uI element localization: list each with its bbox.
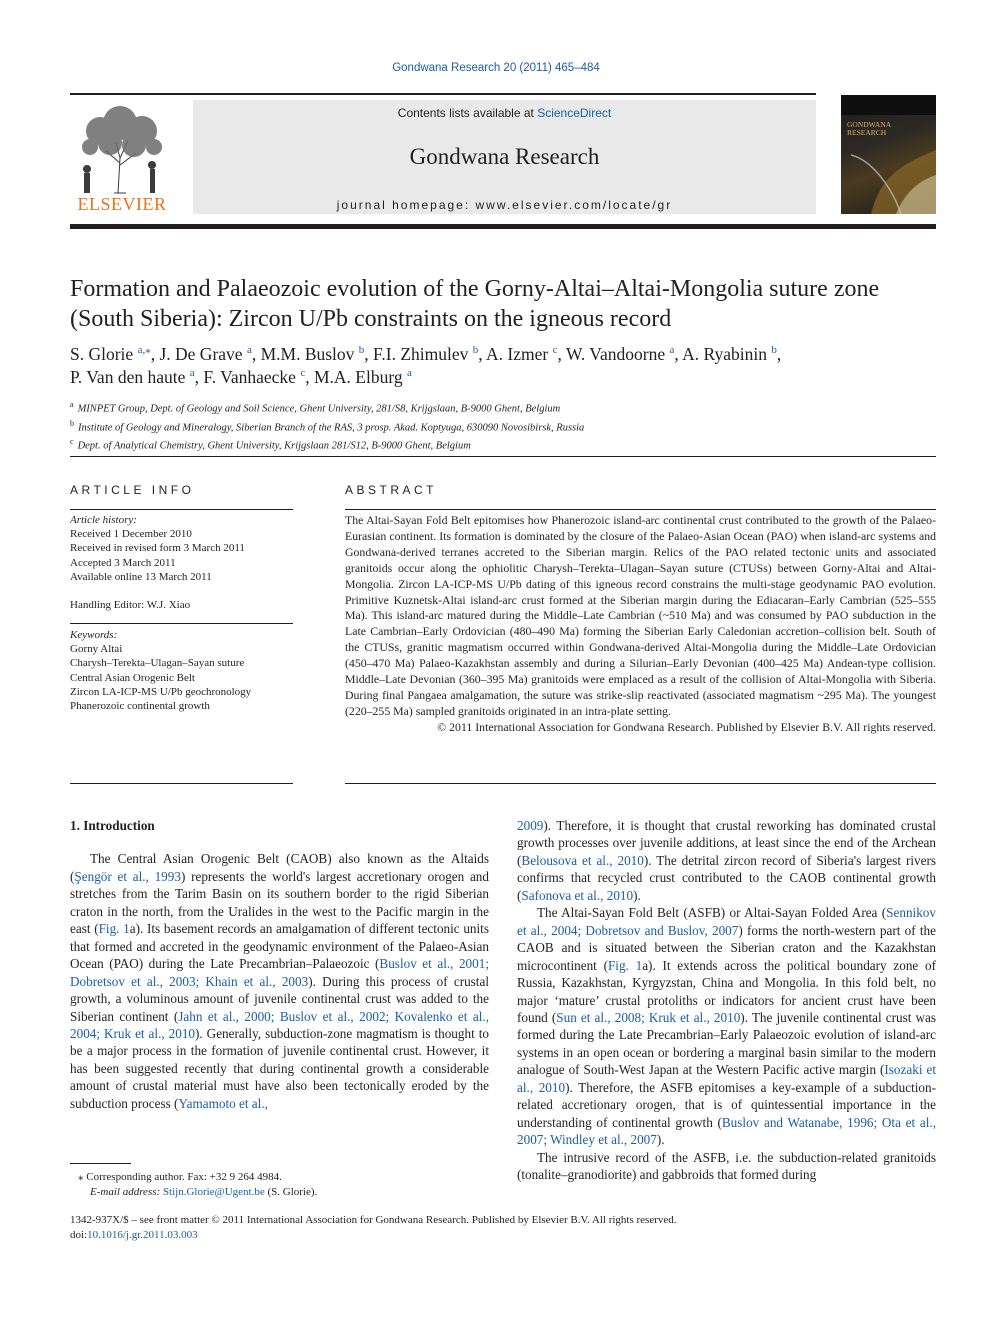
author-affiliation-marker[interactable]: a: [669, 344, 675, 357]
abstract-body: [345, 513, 936, 736]
journal-homepage-link[interactable]: journal homepage: www.elsevier.com/locate/gr: [336, 198, 673, 212]
affiliation-item: [70, 398, 940, 417]
keyword-item: Central Asian Orogenic Belt: [70, 671, 195, 684]
history-online: Available online 13 March 2011: [70, 570, 212, 583]
author-name[interactable]: A. Ryabinin: [682, 344, 768, 364]
abstract-heading: ABSTRACT: [345, 483, 438, 497]
citation-link[interactable]: Isozaki et al., 2010: [517, 1062, 936, 1095]
intro-paragraph-3: The intrusive record of the ASFB, i.e. the subduction-related granitoids (tonalite–granodiorite) and gabbroids that formed during: [517, 1149, 936, 1183]
history-revised: Received in revised form 3 March 2011: [70, 542, 245, 555]
doi-link[interactable]: 10.1016/j.gr.2011.03.003: [87, 1229, 198, 1241]
email-label: E-mail address:: [90, 1186, 163, 1198]
citation-link[interactable]: 2009: [517, 818, 544, 833]
journal-cover-image[interactable]: [841, 95, 936, 214]
text-span: ). Therefore, it is thought that crustal reworking has dominated crustal growth processes over juvenile additions, at least since the end of the Archean (: [517, 818, 936, 868]
text-span: a). It extends across the political boundary zone of Russia, Kazakhstan, Kyrgyzstan, China and Mongolia. In this fold belt, no major ‘mature’ crustal protoliths or indicators for ancient crust have been found (: [517, 957, 936, 1025]
affiliation-item: [70, 435, 940, 454]
affiliation-key: a: [70, 400, 74, 409]
header-top-rule: [70, 93, 816, 95]
intro-paragraph-1-continued: [517, 817, 936, 904]
elsevier-logo[interactable]: [70, 103, 174, 215]
article-history: [70, 513, 293, 612]
keyword-item: Gorny Altai: [70, 643, 123, 656]
author-name[interactable]: W. Vandoorne: [565, 344, 666, 364]
doi-label: doi:: [70, 1229, 88, 1241]
author-affiliation-marker[interactable]: a: [246, 344, 252, 357]
affiliation-item: [70, 417, 940, 436]
figure-link[interactable]: Fig. 1: [607, 957, 643, 973]
text-span: ). Generally, subduction-zone magmatism is thought to be a major process in the formation of juvenile continental crust. However, it has been suggested recently that during continental growth a considerable amount of crustal material must have also been tectonically eroded by the subduction process (: [70, 1025, 489, 1111]
article-history-label: Article history:: [70, 514, 137, 526]
abstract-copyright: © 2011 International Association for Gondwana Research. Published by Elsevier B.V. All rights reserved.: [437, 719, 936, 734]
author-affiliation-marker[interactable]: b: [358, 344, 365, 357]
email-suffix: (S. Glorie).: [264, 1186, 318, 1198]
contents-prefix: Contents lists available at: [397, 106, 538, 120]
article-title: Formation and Palaeozoic evolution of the Gorny-Altai–Altai-Mongolia suture zone (South Siberia): Zircon U/Pb constraints on the igneous record: [70, 276, 880, 332]
email-note: [70, 1185, 490, 1200]
footnote: [70, 1170, 490, 1200]
citation-link[interactable]: Buslov et al., 2001; Dobretsov et al., 2003; Khain et al., 2003: [70, 956, 489, 989]
abstract-rule-bottom: [345, 783, 936, 784]
citation-link[interactable]: Belousova et al., 2010: [521, 852, 644, 868]
author-name[interactable]: M.M. Buslov: [260, 344, 355, 364]
body-column-left: [70, 817, 489, 1112]
tree-icon: [70, 103, 174, 195]
affiliation-key: c: [70, 437, 74, 446]
affiliation-text: Institute of Geology and Mineralogy, Siberian Branch of the RAS, 3 prosp. Akad. Koptyuga, 630090 Novosibirsk, Russia: [78, 422, 585, 433]
text-span: ). The detrital zircon record of Siberia's largest rivers confirms that recycled crust contributed to the CAOB continental growth (: [517, 852, 936, 903]
author-name[interactable]: F. Vanhaecke: [203, 367, 296, 387]
issn-line: 1342-937X/$ – see front matter © 2011 International Association for Gondwana Research. Published by Elsevier B.V. All rights reserved.: [70, 1214, 677, 1226]
intro-paragraph-1: [70, 850, 489, 1112]
author-affiliation-marker[interactable]: a,⁎: [137, 344, 151, 357]
sciencedirect-link[interactable]: ScienceDirect: [537, 106, 612, 120]
citation-link[interactable]: Sun et al., 2008; Kruk et al., 2010: [556, 1009, 741, 1025]
author-affiliation-marker[interactable]: c: [300, 367, 306, 380]
cover-art-icon: [841, 95, 936, 214]
citation-link[interactable]: Sennikov et al., 2004; Dobretsov and Buslov, 2007: [517, 905, 936, 938]
article-info-rule-top: [70, 509, 293, 510]
keyword-item: Charysh–Terekta–Ulagan–Sayan suture: [70, 657, 245, 670]
cover-title-line-2: RESEARCH: [847, 128, 887, 137]
email-link[interactable]: Stijn.Glorie@Ugent.be: [162, 1186, 265, 1198]
text-span: ) forms the north-western part of the CAOB and is situated between the Siberian craton and the Kazakhstan microcontinent (: [517, 922, 936, 973]
body-column-right: [517, 817, 936, 1184]
journal-title: Gondwana Research: [409, 144, 600, 169]
cover-title-line-1: GONDWANA: [847, 120, 892, 129]
affiliations: [70, 398, 940, 454]
contents-line: [193, 106, 816, 120]
footnote-rule: [70, 1163, 131, 1164]
doi-line: [70, 1228, 936, 1243]
affiliation-text: Dept. of Analytical Chemistry, Ghent University, Krijgslaan 281/S12, B-9000 Ghent, Belgium: [77, 440, 471, 452]
text-span: ).: [656, 1132, 665, 1148]
text-span: ) represents the world's largest accretionary orogen and stretches from the Tarim Basin on its southern border to the rigid Siberian craton in the north, from the Uralides in the west to the Pacific margin in the east (: [70, 868, 489, 937]
author-affiliation-marker[interactable]: b: [472, 344, 479, 357]
affiliation-rule: [70, 456, 936, 457]
intro-paragraph-2: [517, 904, 936, 1148]
author-list: S. Glorie $^{a,⁎}$, J. De Grave $^a$, M.M. Buslov $^b$, F.I. Zhimulev $^b$, A. Izmer $^c$, W. Vandoorne $^a$, A. Ryabinin $^b$, P. Van den haute $^a$, F. Vanhaecke $^c$, M.A. Elburg $^a$: [70, 344, 782, 387]
section-heading-introduction: 1. Introduction: [70, 818, 155, 833]
keywords: [70, 628, 293, 713]
text-span: ).: [633, 887, 641, 903]
citation-link[interactable]: Safonova et al., 2010: [521, 887, 634, 903]
keyword-item: Zircon LA-ICP-MS U/Pb geochronology: [70, 685, 252, 698]
author-affiliation-marker[interactable]: c: [552, 344, 558, 357]
corresponding-author-note: ⁎ Corresponding author. Fax: +32 9 264 4984.: [78, 1171, 282, 1183]
text-span: ). Therefore, the ASFB epitomises a key-example of a subduction-related accretionary orogen, that is of quintessential importance in the understanding of continental growth (: [517, 1079, 936, 1130]
abstract-text: The Altai-Sayan Fold Belt epitomises how Phanerozoic island-arc continental crust contributed to the growth of the Palaeo-Eurasian continent. Its formation is dominated by the closure of the Palaeo-Asian Ocean (PAO) when island-arc systems and Gondwana-derived terranes accreted to the Siberian margin. Relics of the PAO related tectonic units and associated granitoids occur along the ophiolitic Charysh–Terekta–Ulagan–Sayan suture (CTUSs) between Gorny-Altai and Altai-Mongolia. Zircon LA-ICP-MS U/Pb dating of this igneous record constrains the multi-stage geodynamic PAO evolution. Primitive Kuznetsk-Altai island-arc crust formed at the Siberian margin during the Ediacaran–Early Cambrian (525–555 Ma). This island-arc matured during the Middle–Late Cambrian (~510 Ma) and was consumed by PAO subduction in the Late Cambrian–Early Ordovician (480–490 Ma) forming the Siberian Early Caledonian accretion–collision belt. South of the CTUSs, granitic magmatism occurred within Gondwana-derived Altai-Mongolia during the Middle–Late Ordovician (450–470 Ma) Palaeo-Kazakhstan assembly and during a Silurian–Early Devonian (400–425 Ma) Andean-type collision. Middle–Late Devonian (360–395 Ma) granitoids were emplaced as a result of the collision of Altai-Mongolia with Siberia. During final Pangaea amalgamation, the suture was strike-slip reactivated (associated magmatism ~295 Ma). The youngest (220–255 Ma) sampled granitoids originated in an intra-plate setting.: [345, 513, 936, 718]
article-info-heading: ARTICLE INFO: [70, 483, 195, 497]
text-span: ). The juvenile continental crust was formed during the Late Precambrian–Early Palaeozoic evolution of island-arc systems in an open ocean or bordering a marginal basin similar to the modern analogue of South-West Japan at the Western Pacific active margin (: [517, 1009, 936, 1078]
header-bottom-rule: [70, 224, 936, 229]
article-info-rule-mid: [70, 623, 293, 624]
text-span: The Central Asian Orogenic Belt (CAOB) also known as the Altaids (: [70, 851, 489, 884]
history-received: Received 1 December 2010: [70, 528, 192, 541]
keyword-item: Phanerozoic continental growth: [70, 700, 210, 713]
author-name[interactable]: F.I. Zhimulev: [373, 344, 469, 364]
author-name[interactable]: S. Glorie: [70, 344, 134, 364]
citation-link[interactable]: Jahn et al., 2000; Buslov et al., 2002; Kovalenko et al., 2004; Kruk et al., 2010: [70, 1008, 489, 1041]
author-affiliation-marker[interactable]: a: [406, 367, 412, 380]
text-span: The Altai-Sayan Fold Belt (ASFB) or Altai-Sayan Folded Area (: [537, 905, 887, 921]
affiliation-key: b: [70, 418, 74, 428]
history-accepted: Accepted 3 March 2011: [70, 556, 176, 569]
abstract-rule-top: [345, 509, 936, 510]
cover-title: [847, 121, 891, 137]
text-span: ). During this process of crustal growth, a voluminous amount of juvenile continental crust was added to the Siberian continent (: [70, 973, 489, 1024]
text-span: a). Its basement records an amalgamation of different tectonic units that formed and accreted in the geodynamic environment of the Palaeo-Asian Ocean (PAO) during the Late Precambrian–Palaeozoic (: [70, 921, 489, 972]
elsevier-wordmark: ELSEVIER: [77, 194, 167, 214]
journal-header: [193, 100, 816, 214]
article-info-rule-bottom: [70, 783, 293, 784]
citation-link[interactable]: Buslov and Watanabe, 1996; Ota et al., 2007; Windley et al., 2007: [517, 1114, 936, 1148]
keywords-label: Keywords:: [70, 629, 118, 641]
handling-editor: Handling Editor: W.J. Xiao: [70, 599, 191, 612]
affiliation-text: MINPET Group, Dept. of Geology and Soil Science, Ghent University, 281/S8, Krijgslaan, B-9000 Ghent, Belgium: [77, 403, 561, 415]
author-name[interactable]: M.A. Elburg: [313, 367, 403, 387]
author-affiliation-marker[interactable]: a: [189, 367, 195, 380]
citation-link[interactable]: Şengör et al., 1993: [74, 868, 181, 884]
citation-link[interactable]: Yamamoto et al.,: [178, 1095, 268, 1111]
journal-reference-link[interactable]: Gondwana Research 20 (2011) 465–484: [392, 62, 600, 74]
figure-link[interactable]: Fig. 1: [98, 921, 130, 937]
page-footer: [70, 1213, 936, 1243]
author-affiliation-marker[interactable]: b: [771, 344, 777, 357]
author-name[interactable]: A. Izmer: [486, 344, 549, 364]
author-name[interactable]: J. De Grave: [159, 344, 243, 364]
author-name[interactable]: P. Van den haute: [70, 367, 186, 387]
